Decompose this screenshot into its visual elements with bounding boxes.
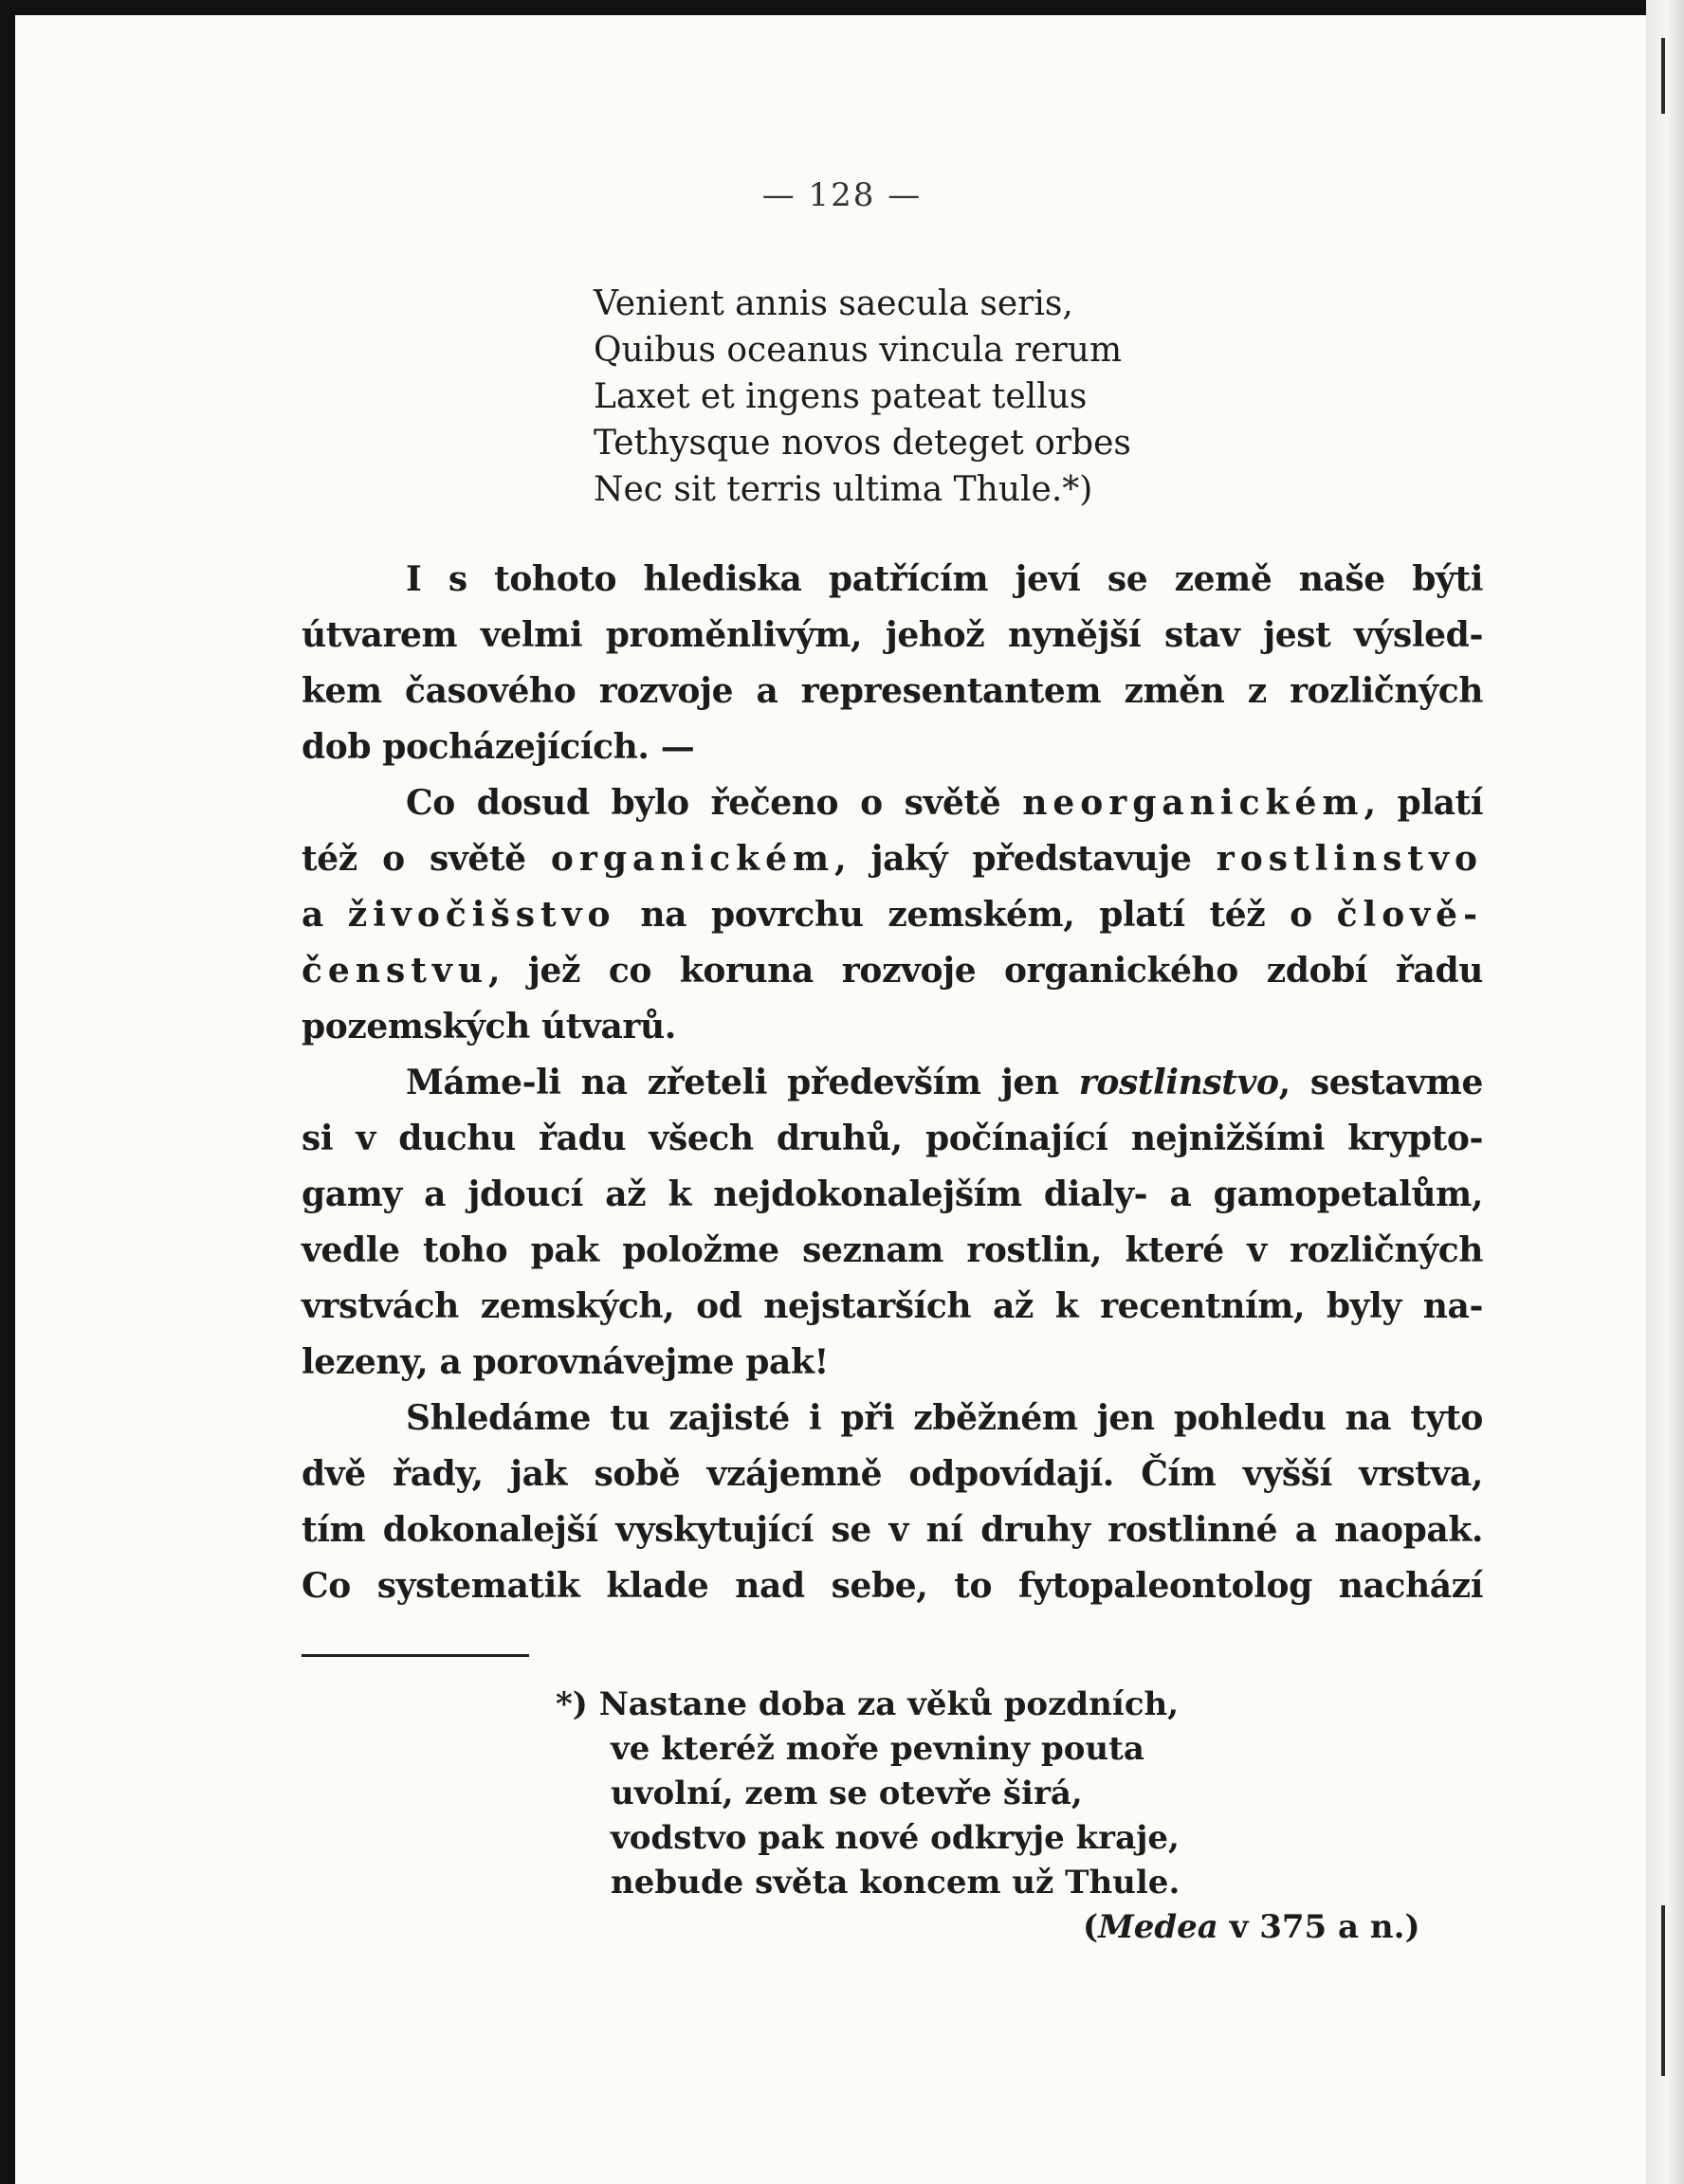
spaced-term: člově- <box>1336 895 1484 935</box>
italic-term: rostlinstvo <box>1078 1063 1279 1102</box>
footnote-divider <box>302 1654 529 1657</box>
verse-block <box>594 281 1131 513</box>
paragraph-2-line <box>302 951 1483 991</box>
paragraph-3-line: gamy a jdoucí až k nejdokonalejším dialy- a gamopetalům, <box>302 1174 1483 1214</box>
spaced-term: rostlinstvo <box>1216 839 1483 879</box>
footnote-line: nebude světa koncem už Thule. <box>611 1864 1181 1902</box>
paragraph-1-line: útvarem velmi proměnlivým, jehož nynější stav jest výsled- <box>302 615 1483 655</box>
edge-line-bottom <box>1661 1905 1665 2076</box>
paragraph-2-line <box>302 895 1483 935</box>
footnote-line: vodstvo pak nové odkryje kraje, <box>611 1819 1180 1857</box>
spaced-term: živočišstvo <box>347 895 616 935</box>
paragraph-2-line <box>302 839 1483 879</box>
text-run: , sestavme <box>1278 1063 1483 1102</box>
spaced-term: organickém <box>550 839 835 879</box>
paragraph-3-line: vrstvách zemských, od nejstarších až k recentním, byly na- <box>302 1286 1483 1326</box>
paragraph-4-line: Co systematik klade nad sebe, to fytopaleontolog nachází <box>302 1566 1483 1606</box>
text-run: též o světě <box>302 839 551 879</box>
footnote-block <box>556 1683 1420 1950</box>
paragraph-4-line: tím dokonalejší vyskytující se v ní druhy rostlinné a naopak. <box>302 1510 1483 1550</box>
footnote-line: uvolní, zem se otevře širá, <box>611 1774 1083 1812</box>
verse-line: Tethysque novos deteget orbes <box>594 424 1131 463</box>
text-run: , jež co koruna rozvoje organického zdobí řadu <box>488 951 1483 991</box>
text-run: , platí <box>1364 783 1484 823</box>
text-run: v 375 a n.) <box>1217 1908 1420 1946</box>
paragraph-1-line: I s tohoto hlediska patřícím jeví se země naše býti <box>406 559 1483 599</box>
text-run: Máme-li na zřeteli především jen <box>406 1063 1079 1102</box>
page-edge-strip <box>1646 0 1684 2184</box>
text-run: a <box>302 895 348 935</box>
footnote-source <box>556 1905 1420 1950</box>
spaced-term: neorganickém <box>1022 783 1364 823</box>
verse-line: Quibus oceanus vincula rerum <box>594 331 1123 370</box>
paragraph-1-line: dob pocházejících. — <box>302 727 695 767</box>
text-run: Co dosud bylo řečeno o světě <box>406 783 1023 823</box>
paragraph-1-line: kem časového rozvoje a representantem změn z rozličných <box>302 671 1483 711</box>
spaced-term: čenstvu <box>302 951 488 991</box>
footnote-line: ve kteréž moře pevniny pouta <box>611 1730 1144 1768</box>
paragraph-4-line: Shledáme tu zajisté i při zběžném jen pohledu na tyto <box>406 1398 1483 1438</box>
paragraph-2-line: pozemských útvarů. <box>302 1007 676 1046</box>
paragraph-4-line: dvě řady, jak sobě vzájemně odpovídají. Čím vyšší vrstva, <box>302 1454 1483 1494</box>
source-title: Medea <box>1098 1908 1218 1946</box>
paragraph-3-line: vedle toho pak položme seznam rostlin, které v rozličných <box>302 1230 1483 1270</box>
text-run: ( <box>1083 1908 1099 1946</box>
edge-line-top <box>1661 38 1665 114</box>
paragraph-2-line <box>406 783 1483 823</box>
verse-line: Laxet et ingens pateat tellus <box>594 377 1088 416</box>
page-number: — 128 — <box>761 176 923 214</box>
paragraph-3-line: lezeny, a porovnávejme pak! <box>302 1342 829 1382</box>
text-run: , jaký představuje <box>834 839 1217 879</box>
paragraph-3-line: si v duchu řadu všech druhů, počínající nejnižšími krypto- <box>302 1119 1483 1158</box>
paragraph-3-line <box>406 1063 1483 1102</box>
verse-line: Nec sit terris ultima Thule.*) <box>594 470 1093 509</box>
text-run: na povrchu zemském, platí též o <box>615 895 1337 935</box>
verse-line: Venient annis saecula seris, <box>594 284 1073 323</box>
footnote-line: *) Nastane doba za věků pozdních, <box>556 1685 1180 1723</box>
